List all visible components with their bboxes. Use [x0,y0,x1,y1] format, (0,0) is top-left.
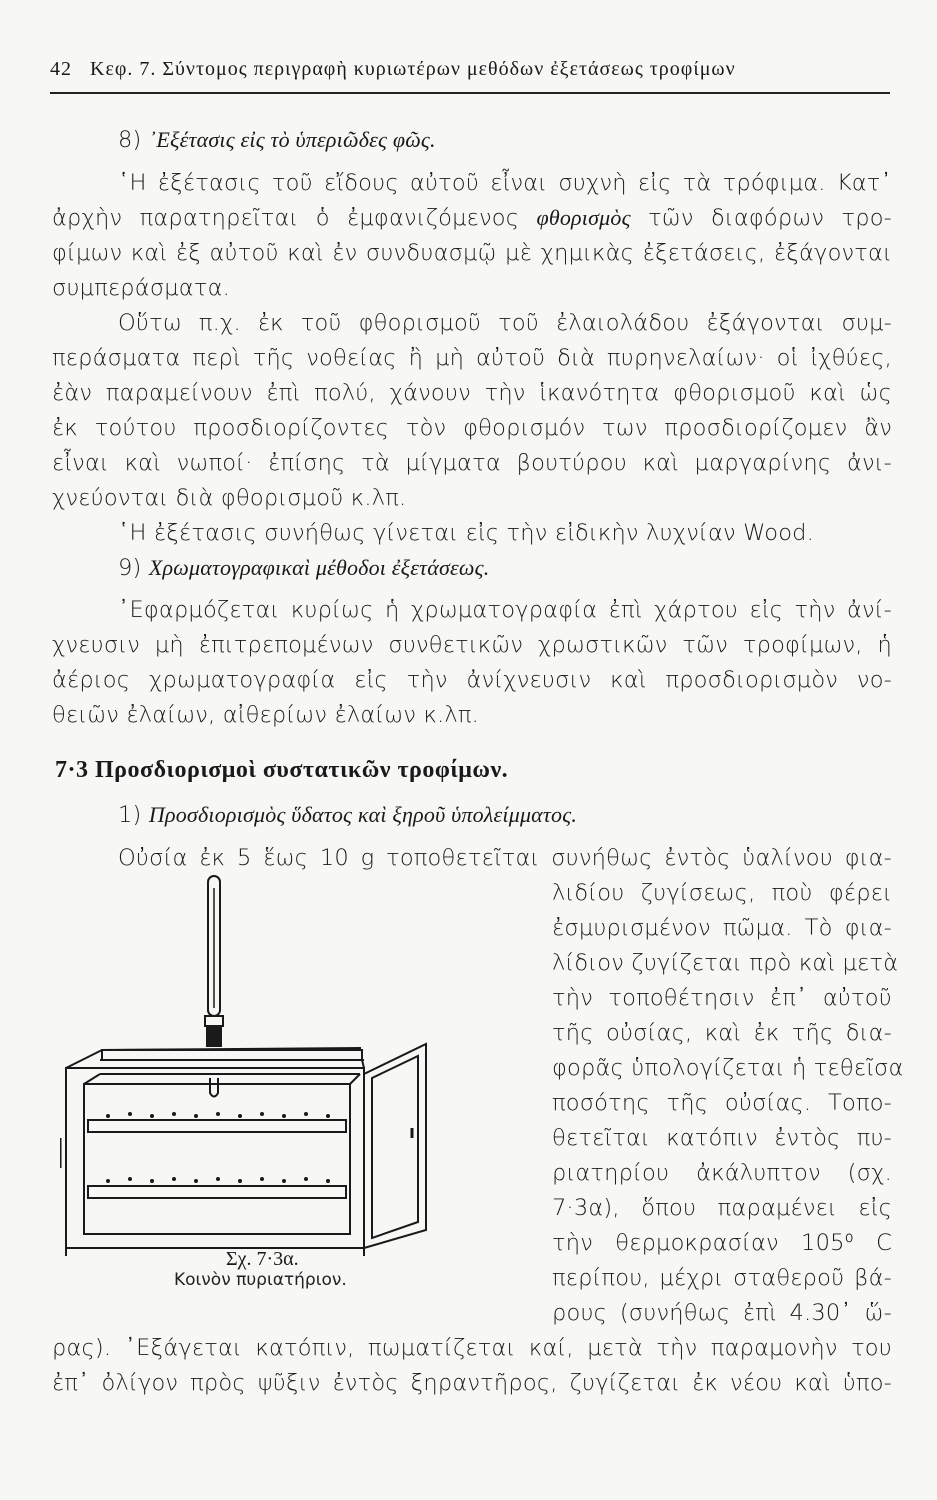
para-line: ρας). ᾿Εξάγεται κατόπιν, πωματίζεται καί, μετὰ τὴν παραμονὴν του [52,1335,892,1361]
wrap-line: θετεῖται κατόπιν ἐντὸς πυ- [552,1125,892,1151]
para-line: συμπεράσματα. [52,275,230,301]
para-line: θειῶν ἐλαίων, αἰθερίων ἐλαίων κ.λπ. [52,702,479,728]
wrap-line: περίπου, μέχρι σταθεροῦ βά- [552,1265,892,1291]
wrap-line: λίδιον ζυγίζεται πρὸ καὶ μετὰ [552,950,899,976]
para-line: ᾿Εφαρμόζεται κυρίως ἡ χρωματογραφία ἐπὶ χάρτου εἰς τὴν ἀνί- [118,597,892,623]
para-line: ἐπ᾿ ὀλίγον πρὸς ψῦξιν ἐντὸς ξηραντῆρος, ζυγίζεται ἐκ νέου καὶ ὑπο- [52,1370,892,1396]
oven-shelf [88,1120,346,1132]
para-line: χνεύονται διὰ φθορισμοῦ κ.λπ. [52,485,407,511]
wrap-line: ποσότης τῆς οὐσίας. Τοπο- [552,1090,892,1116]
para-line: περάσματα περὶ τῆς νοθείας ἢ μὴ αὐτοῦ διὰ πυρηνελαίων· οἱ ἰχθύες, [52,345,892,371]
para-line: ἐὰν παραμείνουν ἐπὶ πολύ, χάνουν τὴν ἱκανότητα φθορισμοῦ καὶ ὡς [52,380,892,406]
page-number: 42 [50,58,72,80]
shelf-holes [106,1112,330,1183]
wrap-line: ρους (συνήθως ἐπὶ 4.30᾿ ὥ- [552,1300,892,1326]
para-line: ἀέριος χρωματογραφία εἰς τὴν ἀνίχνευσιν καὶ προσδιορισμὸν νο- [52,667,892,693]
item-9-title: Χρωματογραφικαὶ μέθοδοι ἐξετάσεως. [148,555,490,580]
wrap-line: ἐσμυρισμένον πῶμα. Τὸ φια- [552,915,892,941]
wrap-line: τὴν τοποθέτησιν ἐπ᾿ αὐτοῦ [552,985,892,1011]
header-rule [50,92,890,94]
wrap-line: λιδίου ζυγίσεως, ποὺ φέρει [552,880,892,906]
para-line: χνευσιν μὴ ἐπιτρεπομένων συνθετικῶν χρωστικῶν τῶν τροφίμων, ἡ [52,632,892,658]
running-title: Κεφ. 7. Σύντομος περιγραφὴ κυριωτέρων μεθόδων ἐξετάσεως τροφίμων [90,58,736,80]
item-8-number: 8) [118,127,142,153]
para-line: Οὕτω π.χ. ἐκ τοῦ φθορισμοῦ τοῦ ἐλαιολάδου ἐξάγονται συμ- [118,310,892,336]
emphasis-term: φθορισμὸς [536,205,631,230]
oven-door [364,1044,426,1248]
item-1-number: 1) [118,802,142,828]
item-1-heading [118,800,577,830]
drying-oven-illustration [60,868,540,1268]
para-line: ῾Η ἐξέτασις συνήθως γίνεται εἰς τὴν εἰδικὴν λυχνίαν Wood. [118,520,815,546]
oven-shelf [88,1186,346,1198]
running-header [50,58,890,81]
item-9-heading [118,553,489,583]
item-8-title: ᾿Εξέτασις εἰς τὸ ὑπεριῶδες φῶς. [148,127,436,152]
figure-label: Σχ. 7·3α. [226,1248,299,1270]
wrap-line: 7·3α), ὅπου παραμένει εἰς [552,1195,892,1221]
para-line: εἶναι καὶ νωποί· ἐπίσης τὰ μίγματα βουτύρου καὶ μαργαρίνης ἀνι- [52,450,892,476]
wrap-line: ριατηρίου ἀκάλυπτον (σχ. [552,1160,892,1186]
figure-caption: Κοινὸν πυριατήριον. [174,1270,347,1290]
item-9-number: 9) [118,555,142,581]
para-line: ῾Η ἐξέτασις τοῦ εἴδους αὐτοῦ εἶναι συχνὴ εἰς τὰ τρόφιμα. Κατ᾿ [118,170,892,196]
text-run: τῶν διαφόρων τρο- [630,205,893,231]
item-8-heading [118,125,436,155]
wrap-line: τὴν θερμοκρασίαν 105⁰ C [552,1230,892,1256]
text-run: ἀρχὴν παρατηρεῖται ὁ ἐμφανιζόμενος [52,205,537,231]
wrap-line: φορᾶς ὑπολογίζεται ἡ τεθεῖσα [552,1055,904,1081]
para-line: φίμων καὶ ἐξ αὐτοῦ καὶ ἐν συνδυασμῷ μὲ χημικὰς ἐξετάσεις, ἐξάγονται [52,240,892,266]
thermometer-bulb [210,1078,218,1097]
section-heading: 7·3 Προσδιορισμοὶ συστατικῶν τροφίμων. [55,757,509,783]
wrap-line: τῆς οὐσίας, καὶ ἐκ τῆς δια- [552,1020,892,1046]
oven-body [66,1068,364,1248]
item-1-title: Προσδιορισμὸς ὕδατος καὶ ξηροῦ ὑπολείμματος. [148,802,578,827]
para-line: ἐκ τούτου προσδιορίζοντες τὸν φθορισμόν των προσδιορίζομεν ἂν [52,415,892,441]
para-line: Οὐσία ἐκ 5 ἕως 10 g τοποθετεῖται συνήθως ἐντὸς ὑαλίνου φια- [118,845,892,871]
para-line [52,203,892,233]
oven-top [102,1050,362,1060]
thermometer-cork [205,1016,223,1026]
